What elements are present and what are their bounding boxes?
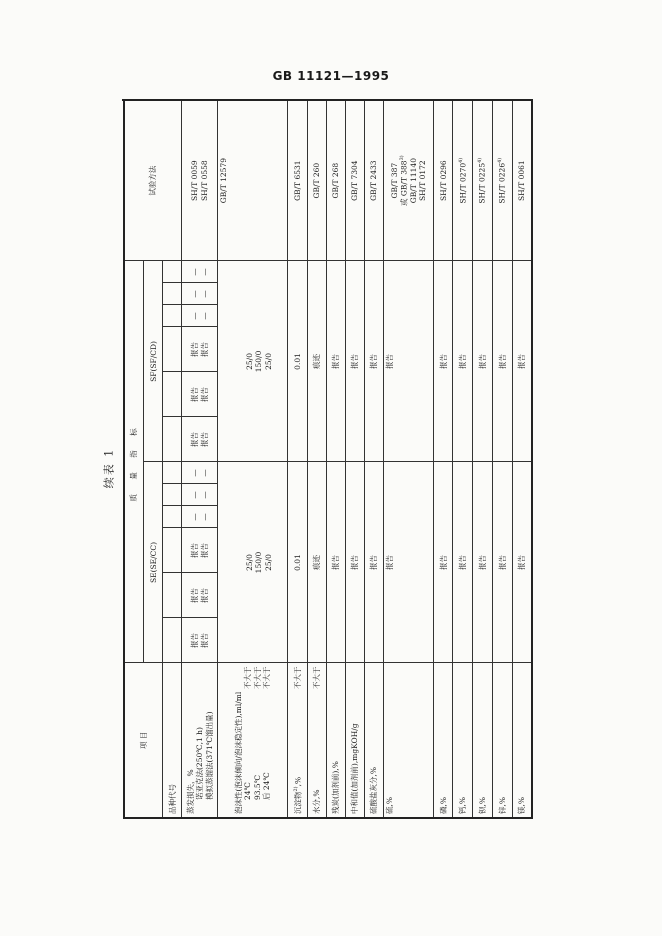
zinc-label: 锌,% <box>492 663 512 818</box>
evap-a: 诺亚克法(250℃,1 h) <box>195 727 205 800</box>
residue-value-se: 报告 <box>327 462 346 663</box>
evap-b: 模拟蒸馏法(371℃馏出量) <box>204 711 214 800</box>
report: 报告 <box>190 543 200 558</box>
sulfur-value-sf: 报告 <box>384 261 434 462</box>
residue-method: GB/T 268 <box>327 100 346 261</box>
neutral-label: 中和值(加剂前),mgKOH/g <box>346 663 365 818</box>
foam-row-3-limit: 不大于 <box>262 666 272 689</box>
dash: — <box>190 469 200 477</box>
foam-value-1: 25/0 <box>244 353 254 370</box>
test-method-header: 试验方法 <box>124 100 182 261</box>
quality-table <box>123 99 533 819</box>
group-sf-header: SF(SF/CD) <box>144 261 163 462</box>
sulfur-label: 硫,% <box>384 663 434 818</box>
report: 报告 <box>190 588 200 603</box>
table-caption: 续表 1 <box>102 447 116 489</box>
residue-label: 残炭(加剂前),% <box>327 663 346 818</box>
phosphorus-value-sf: 报告 <box>434 261 453 462</box>
sulfur-methods <box>384 100 434 261</box>
item-header: 项 目 <box>124 663 163 818</box>
dash: — <box>199 268 209 276</box>
ash-value-sf: 报告 <box>365 261 384 462</box>
calcium-value-sf: 报告 <box>453 261 473 462</box>
barium-value-sf: 报告 <box>473 261 493 462</box>
evap-cell <box>182 663 218 818</box>
evap-method-1: SH/T 0059 <box>190 160 200 201</box>
foam-value-2: 150/0 <box>254 350 264 373</box>
report: 报告 <box>199 432 209 447</box>
calcium-value-se: 报告 <box>453 462 473 663</box>
sulfur-method-1: GB/T 387 <box>389 162 399 199</box>
foam-value-3: 25/0 <box>263 353 273 370</box>
dash: — <box>190 312 200 320</box>
foam-method: GB/T 12579 <box>218 100 288 261</box>
sediment-method: GB/T 6531 <box>288 100 308 261</box>
water-limit: 不大于 <box>312 666 322 689</box>
foam-value-3: 25/0 <box>263 554 273 571</box>
foam-row-2-limit: 不大于 <box>252 666 262 689</box>
dash: — <box>199 290 209 298</box>
dash: — <box>190 268 200 276</box>
document-header: GB 11121—1995 <box>272 69 390 83</box>
sulfur-method-3: GB/T 11140 <box>408 158 418 204</box>
barium-method: SH/T 0225$^{4)}$ <box>473 100 493 261</box>
foam-values-se <box>218 462 288 663</box>
dash: — <box>190 513 200 521</box>
magnesium-value-sf: 报告 <box>512 261 532 462</box>
report: 报告 <box>199 342 209 357</box>
dash: — <box>199 312 209 320</box>
foam-title: 泡沫性(泡沫倾向/泡沫稳定性),ml/ml <box>234 691 244 814</box>
foam-cell <box>218 663 288 818</box>
sediment-value-sf: 0.01 <box>288 261 308 462</box>
barium-value-se: 报告 <box>473 462 493 663</box>
sediment-label: 沉淀物$^{2)}$,% <box>292 776 303 814</box>
report: 报告 <box>190 432 200 447</box>
report: 报告 <box>199 633 209 648</box>
zinc-value-se: 报告 <box>492 462 512 663</box>
group-se-header: SE(SE/CC) <box>144 462 163 663</box>
calcium-label: 钙,% <box>453 663 473 818</box>
magnesium-value-se: 报告 <box>512 462 532 663</box>
report: 报告 <box>190 342 200 357</box>
foam-values-sf <box>218 261 288 462</box>
residue-value-sf: 报告 <box>327 261 346 462</box>
sulfur-value-se: 报告 <box>384 462 434 663</box>
grade-code-label: 品种代号 <box>163 663 182 818</box>
foam-value-1: 25/0 <box>244 554 254 571</box>
dash: — <box>190 290 200 298</box>
phosphorus-method: SH/T 0296 <box>434 100 453 261</box>
neutral-value-sf: 报告 <box>346 261 365 462</box>
rotated-table-region <box>123 101 533 819</box>
report: 报告 <box>199 543 209 558</box>
quality-index-header: 质 量 指 标 <box>124 261 144 663</box>
evap-method-2: SH/T 0558 <box>199 160 209 201</box>
water-value-sf: 痕迹 <box>308 261 327 462</box>
ash-value-se: 报告 <box>365 462 384 663</box>
zinc-value-sf: 报告 <box>492 261 512 462</box>
water-method: GB/T 260 <box>308 100 327 261</box>
report: 报告 <box>199 387 209 402</box>
water-value-se: 痕迹 <box>308 462 327 663</box>
foam-row-3-label: 后 24℃ <box>262 772 272 800</box>
barium-label: 钡,% <box>473 663 493 818</box>
dash: — <box>199 491 209 499</box>
calcium-method: SH/T 0270$^{4)}$ <box>453 100 473 261</box>
sediment-value-se: 0.01 <box>288 462 308 663</box>
phosphorus-value-se: 报告 <box>434 462 453 663</box>
foam-row-1-label: 24℃ <box>243 782 253 800</box>
phosphorus-label: 磷,% <box>434 663 453 818</box>
magnesium-label: 镁,% <box>512 663 532 818</box>
report: 报告 <box>190 633 200 648</box>
dash: — <box>190 491 200 499</box>
zinc-method: SH/T 0226$^{4)}$ <box>492 100 512 261</box>
magnesium-method: SH/T 0061 <box>512 100 532 261</box>
report: 报告 <box>190 387 200 402</box>
sulfur-method-4: SH/T 0172 <box>418 160 428 201</box>
dash: — <box>199 469 209 477</box>
report: 报告 <box>199 588 209 603</box>
sediment-limit: 不大于 <box>292 666 302 689</box>
ash-method: GB/T 2433 <box>365 100 384 261</box>
water-label: 水分,% <box>312 789 322 814</box>
sulfur-method-2: 或 GB/T 388$^{3)}$ <box>399 155 409 207</box>
neutral-value-se: 报告 <box>346 462 365 663</box>
foam-row-1-limit: 不大于 <box>243 666 253 689</box>
ash-label: 硫酸盐灰分,% <box>365 663 384 818</box>
dash: — <box>199 513 209 521</box>
neutral-method: GB/T 7304 <box>346 100 365 261</box>
foam-value-2: 150/0 <box>254 551 264 574</box>
foam-row-2-label: 93.5℃ <box>252 774 262 800</box>
evap-title: 蒸发损失，% <box>185 769 195 814</box>
